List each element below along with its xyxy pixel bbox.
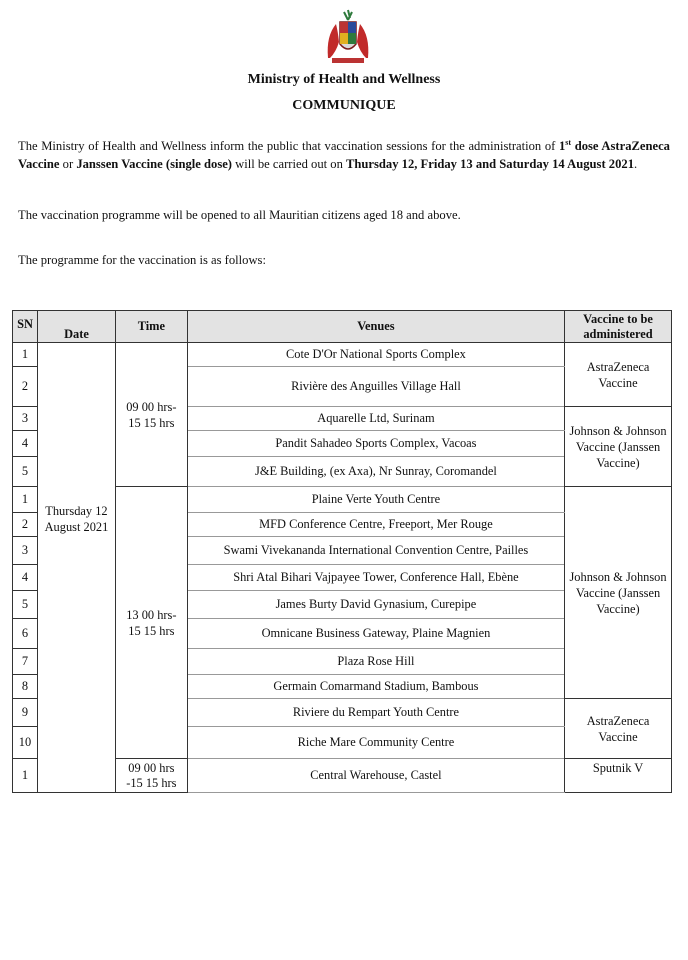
row-sn: 1 — [13, 487, 38, 513]
header-date: Date — [37, 311, 115, 343]
vaccination-schedule-table — [12, 310, 672, 793]
eligibility-paragraph: The vaccination programme will be opened to all Mauritian citizens aged 18 and above. — [18, 208, 461, 222]
venue-cell: Cote D'Or National Sports Complex — [187, 343, 564, 367]
vaccine-cell: AstraZeneca Vaccine — [565, 343, 672, 407]
row-sn: 1 — [13, 343, 38, 367]
intro-dose-vaccine: dose AstraZeneca Vaccine — [18, 139, 670, 172]
venue-cell: Shri Atal Bihari Vajpayee Tower, Conference Hall, Ebène — [187, 565, 564, 591]
venue-cell: Plaza Rose Hill — [187, 649, 564, 675]
venue-cell: Omnicane Business Gateway, Plaine Magnien — [187, 619, 564, 649]
intro-end: . — [634, 157, 638, 172]
header-vaccine: Vaccine to be administered — [565, 311, 672, 343]
header-time: Time — [115, 311, 187, 343]
intro-text-a: The Ministry of Health and Wellness inform the public that vaccination sessions for the administration of — [18, 139, 559, 154]
venue-cell: Central Warehouse, Castel — [187, 759, 564, 793]
date-cell: Thursday 12 August 2021 — [37, 343, 115, 793]
venue-cell: MFD Conference Centre, Freeport, Mer Rouge — [187, 513, 564, 537]
time-cell-castel: 09 00 hrs -15 15 hrs — [115, 759, 187, 793]
intro-dates: Thursday 12, Friday 13 and Saturday 14 August 2021 — [346, 157, 634, 172]
row-sn: 1 — [13, 759, 38, 793]
table-header-row — [13, 311, 672, 343]
row-sn: 10 — [13, 727, 38, 759]
time-cell-afternoon: 13 00 hrs- 15 15 hrs — [115, 487, 187, 759]
programme-intro: The programme for the vaccination is as follows: — [18, 253, 266, 267]
vaccine-cell: Johnson & Johnson Vaccine (Janssen Vaccine) — [565, 487, 672, 699]
venue-cell: Rivière des Anguilles Village Hall — [187, 367, 564, 407]
time-cell-morning: 09 00 hrs- 15 15 hrs — [115, 343, 187, 487]
intro-janssen: Janssen Vaccine (single dose) — [76, 157, 232, 172]
intro-or: or — [59, 157, 77, 172]
vaccine-cell: Johnson & Johnson Vaccine (Janssen Vaccine) — [565, 407, 672, 487]
venue-cell: Germain Comarmand Stadium, Bambous — [187, 675, 564, 699]
venue-cell: James Burty David Gynasium, Curepipe — [187, 591, 564, 619]
row-sn: 2 — [13, 513, 38, 537]
venue-cell: Pandit Sahadeo Sports Complex, Vacoas — [187, 431, 564, 457]
intro-dose: 1 — [558, 139, 566, 154]
communique-title: COMMUNIQUE — [292, 98, 396, 113]
header-venues: Venues — [187, 311, 564, 343]
vaccine-cell: Sputnik V — [565, 759, 672, 793]
row-sn: 3 — [13, 537, 38, 565]
row-sn: 4 — [13, 565, 38, 591]
intro-text-b: will be carried out on — [232, 157, 347, 172]
header-sn: SN — [13, 311, 38, 343]
venue-cell: Riviere du Rempart Youth Centre — [187, 699, 564, 727]
intro-paragraph — [18, 134, 670, 173]
venue-cell: Swami Vivekananda International Convention Centre, Pailles — [187, 537, 564, 565]
row-sn: 4 — [13, 431, 38, 457]
venue-cell: Riche Mare Community Centre — [187, 727, 564, 759]
row-sn: 5 — [13, 457, 38, 487]
row-sn: 7 — [13, 649, 38, 675]
intro-dose-suffix: st — [565, 138, 572, 147]
row-sn: 3 — [13, 407, 38, 431]
row-sn: 2 — [13, 367, 38, 407]
row-sn: 5 — [13, 591, 38, 619]
row-sn: 8 — [13, 675, 38, 699]
row-sn: 6 — [13, 619, 38, 649]
coat-of-arms-logo — [318, 8, 378, 68]
vaccine-cell: AstraZeneca Vaccine — [565, 699, 672, 759]
ministry-title: Ministry of Health and Wellness — [247, 72, 441, 87]
venue-cell: Plaine Verte Youth Centre — [187, 487, 564, 513]
venue-cell: J&E Building, (ex Axa), Nr Sunray, Coromandel — [187, 457, 564, 487]
row-sn: 9 — [13, 699, 38, 727]
table-row — [13, 343, 672, 367]
venue-cell: Aquarelle Ltd, Surinam — [187, 407, 564, 431]
